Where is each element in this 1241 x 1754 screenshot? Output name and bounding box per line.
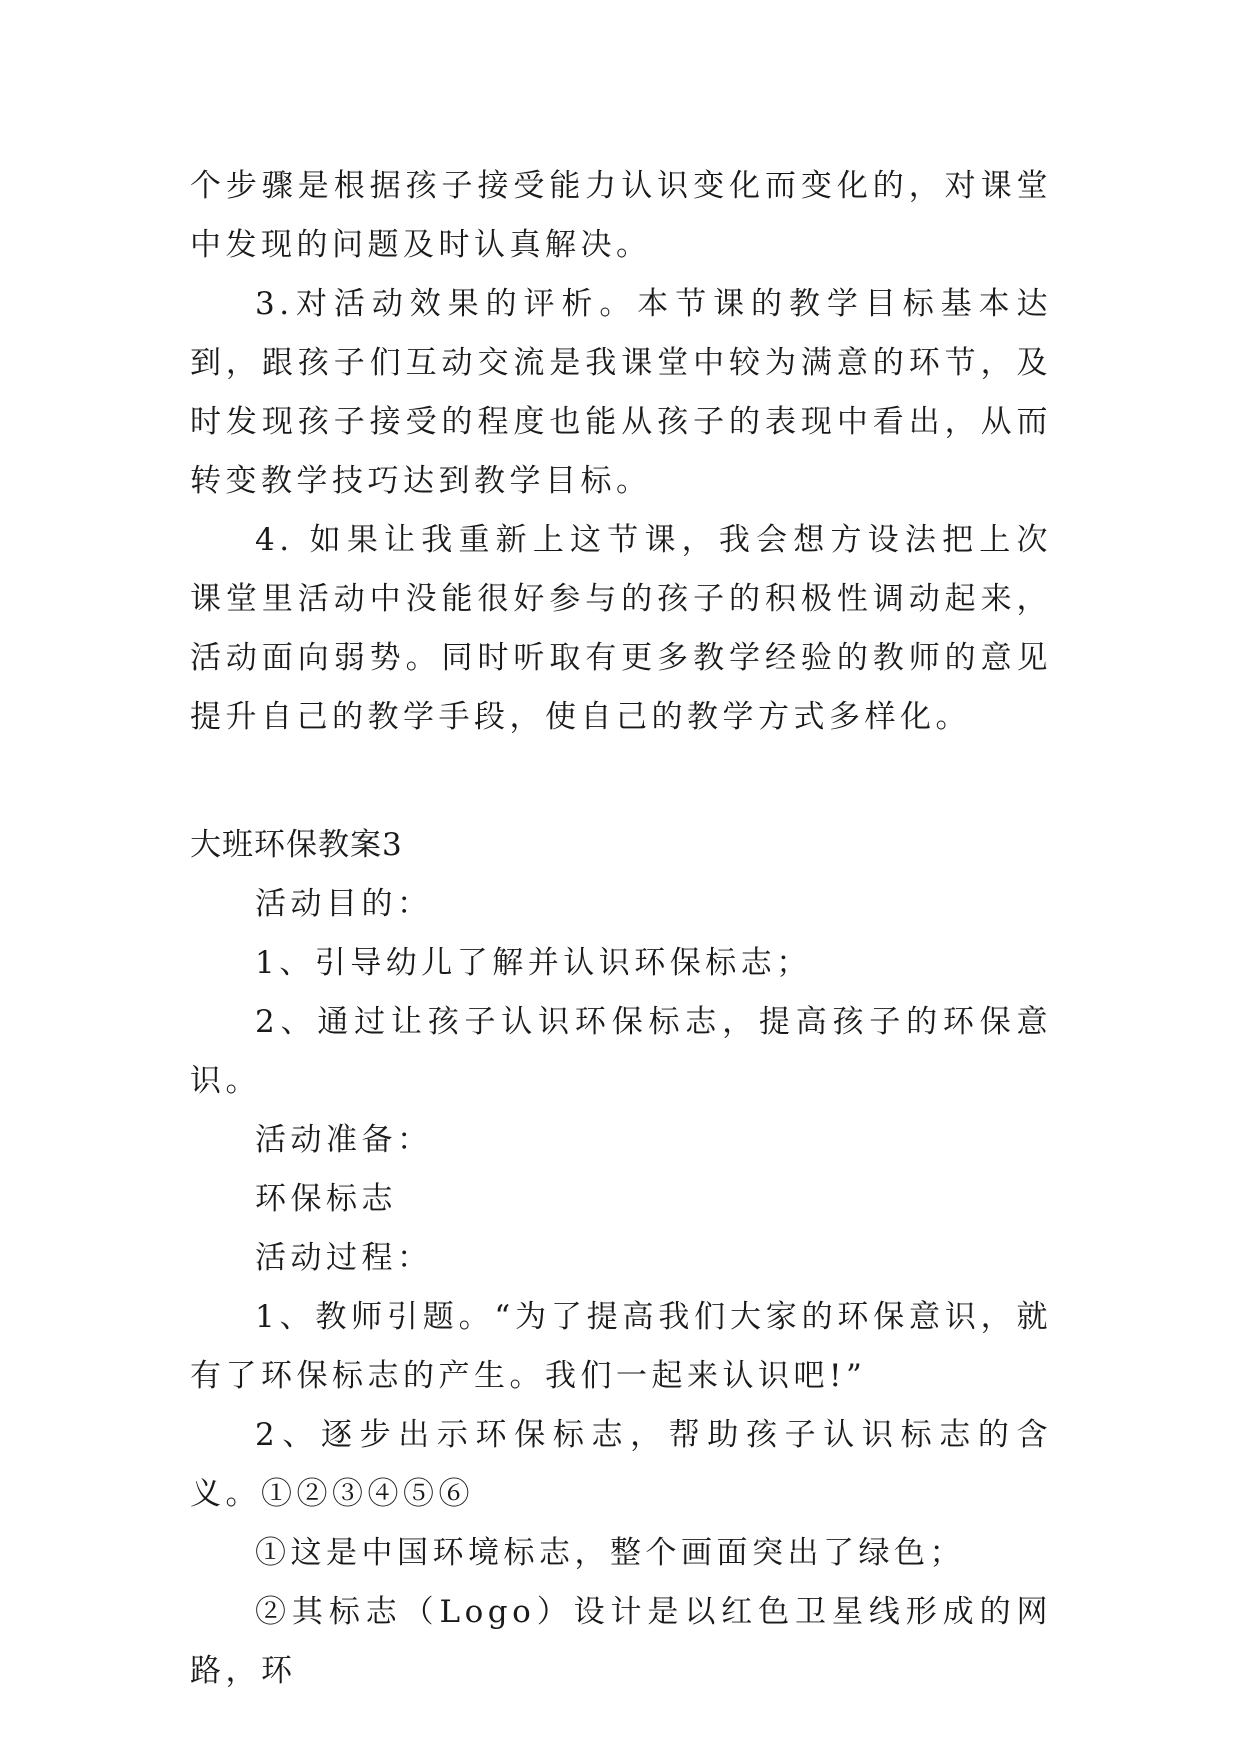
section-spacer bbox=[190, 747, 1052, 816]
body-paragraph: ②其标志（Logo）设计是以红色卫星线形成的网路，环 bbox=[190, 1594, 1052, 1689]
body-paragraph: 1、引导幼儿了解并认识环保标志； bbox=[255, 945, 812, 981]
body-paragraph: 4. 如果让我重新上这节课，我会想方设法把上次课堂里活动中没能很好参与的孩子的积极性调动起来，活动面向弱势。同时听取有更多教学经验的教师的意见提升自己的教学手段，使自己的教学方式多样化。 bbox=[190, 522, 1052, 735]
body-paragraph: 环保标志 bbox=[255, 1181, 397, 1217]
body-paragraph: 3.对活动效果的评析。本节课的教学目标基本达到，跟孩子们互动交流是我课堂中较为满意的环节，及时发现孩子接受的程度也能从孩子的表现中看出，从而转变教学技巧达到教学目标。 bbox=[190, 286, 1052, 499]
body-paragraph: 2、通过让孩子认识环保标志，提高孩子的环保意识。 bbox=[190, 1004, 1052, 1099]
body-paragraph: 活动过程： bbox=[255, 1240, 433, 1276]
document-body bbox=[190, 157, 1052, 1701]
body-paragraph: 活动目的： bbox=[255, 886, 433, 922]
body-paragraph: 2、逐步出示环保标志，帮助孩子认识标志的含义。①②③④⑤⑥ bbox=[190, 1417, 1052, 1512]
body-paragraph: ①这是中国环境标志，整个画面突出了绿色； bbox=[255, 1535, 965, 1571]
body-paragraph: 个步骤是根据孩子接受能力认识变化而变化的，对课堂中发现的问题及时认真解决。 bbox=[190, 168, 1052, 263]
section-title: 大班环保教案3 bbox=[190, 827, 403, 863]
body-paragraph: 活动准备： bbox=[255, 1122, 433, 1158]
body-paragraph: 1、教师引题。“为了提高我们大家的环保意识，就有了环保标志的产生。我们一起来认识吧!” bbox=[190, 1299, 1052, 1394]
